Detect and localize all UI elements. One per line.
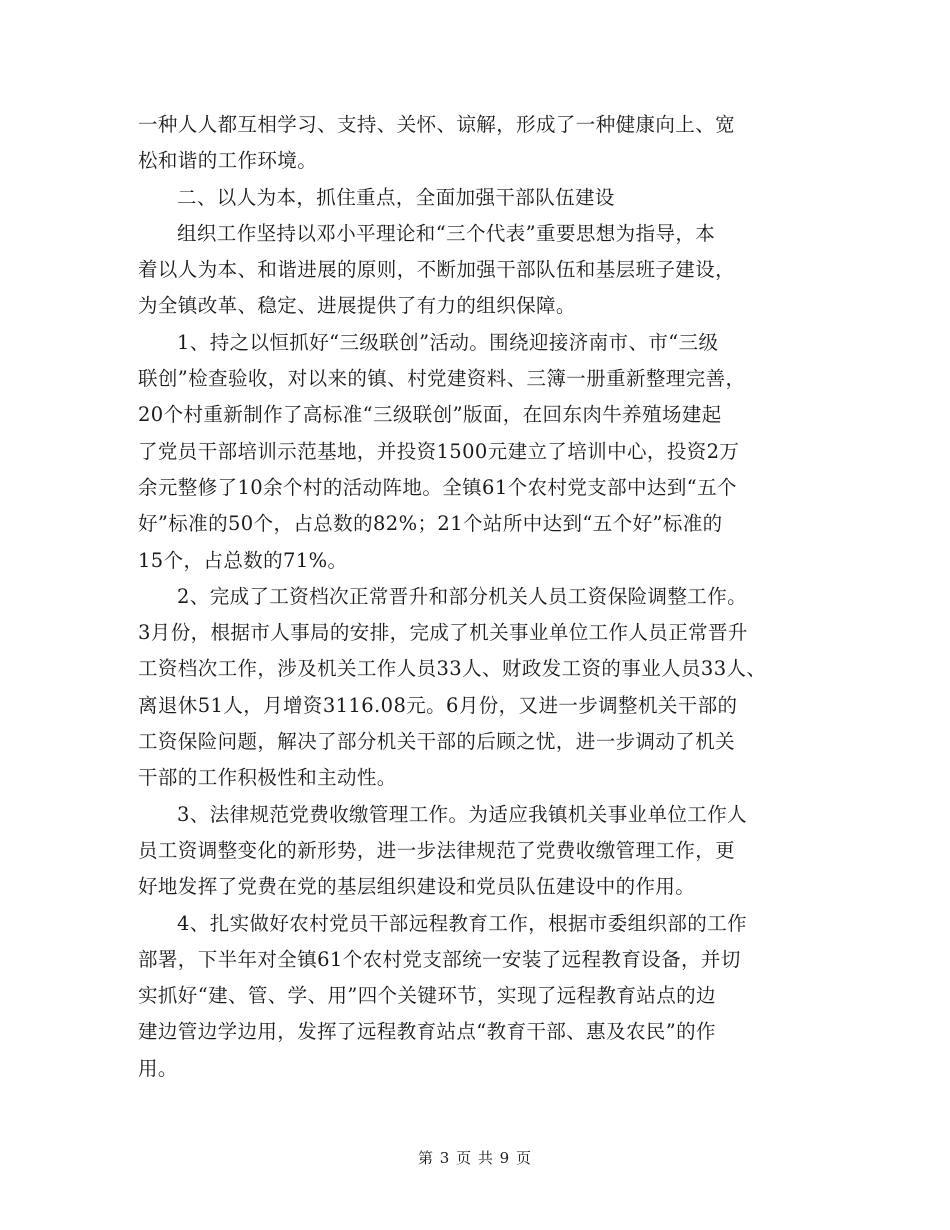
text-line: 着以人为本、和谐进展的原则，不断加强干部队伍和基层班子建设， [138,258,736,282]
text-line: 余元整修了10余个村的活动阵地。全镇61个农村党支部中达到“五个 [138,475,737,499]
text-line: 部署，下半年对全镇61个农村党支部统一安装了远程教育设备，并切 [138,947,741,971]
page-footer: 第 3 页 共 9 页 [418,1149,532,1167]
text-line: 干部的工作积极性和主动性。 [138,766,397,790]
text-line: 员工资调整变化的新形势，进一步法律规范了党费收缴管理工作，更 [138,838,736,862]
text-line: 3、法律规范党费收缴管理工作。为适应我镇机关事业单位工作人 [177,802,748,826]
text-line: 工资保险问题，解决了部分机关干部的后顾之忧，进一步调动了机关 [138,730,736,754]
text-line: 离退休51人，月增资3116.08元。6月份，又进一步调整机关干部的 [138,693,738,717]
text-line: 好”标准的50个，占总数的82%；21个站所中达到“五个好”标准的 [138,512,723,536]
text-line: 组织工作坚持以邓小平理论和“三个代表”重要思想为指导，本 [177,221,716,245]
text-line: 20个村重新制作了高标准“三级联创”版面，在回东肉牛养殖场建起 [138,403,722,427]
text-line: 4、扎实做好农村党员干部远程教育工作，根据市委组织部的工作 [177,911,748,935]
text-line: 实抓好“建、管、学、用”四个关键环节，实现了远程教育站点的边 [138,984,716,1008]
text-line: 好地发挥了党费在党的基层组织建设和党员队伍建设中的作用。 [138,875,696,899]
text-line: 一种人人都互相学习、支持、关怀、谅解，形成了一种健康向上、宽 [138,113,736,136]
text-line: 3月份，根据市人事局的安排，完成了机关事业单位工作人员正常晋升 [138,621,748,645]
text-line: 二、以人为本，抓住重点，全面加强干部队伍建设 [177,185,615,209]
text-line: 联创”检查验收，对以来的镇、村党建资料、三簿一册重新整理完善， [138,367,746,391]
text-line: 了党员干部培训示范基地，并投资1500元建立了培训中心，投资2万 [138,439,740,463]
text-line: 1、持之以恒抓好“三级联创”活动。围绕迎接济南市、市“三级 [177,330,719,354]
text-line: 2、完成了工资档次正常晋升和部分机关人员工资保险调整工作。 [177,584,748,608]
text-line: 为全镇改革、稳定、进展提供了有力的组织保障。 [138,294,576,318]
text-line: 15个，占总数的71%。 [138,548,348,572]
text-line: 用。 [138,1056,178,1080]
text-line: 建边管边学边用，发挥了远程教育站点“教育干部、惠及农民”的作 [138,1020,716,1044]
text-line: 松和谐的工作环境。 [138,149,318,173]
document-body [138,107,828,1087]
text-line: 工资档次工作，涉及机关工作人员33人、财政发工资的事业人员33人、 [138,657,767,681]
